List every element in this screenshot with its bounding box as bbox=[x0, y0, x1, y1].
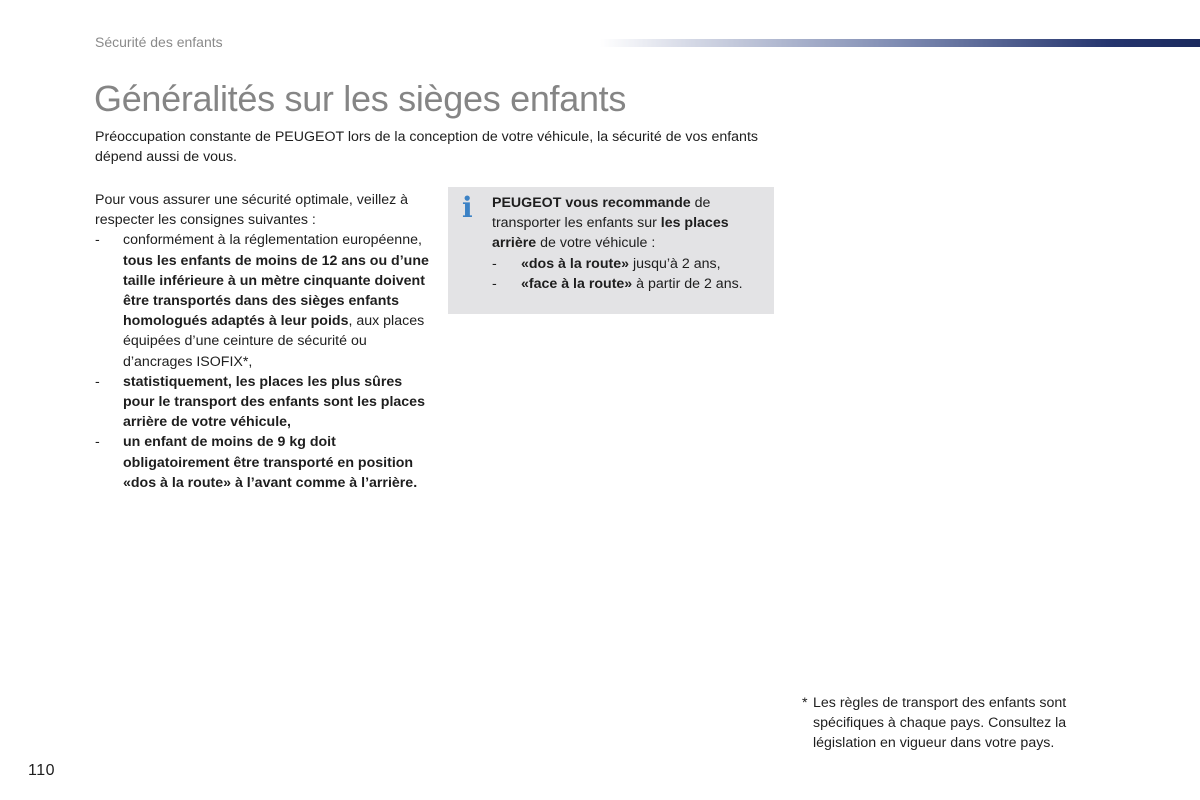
item-text: conformément à la réglementation européenne, bbox=[123, 232, 422, 249]
info-list bbox=[492, 254, 768, 294]
list-dash: - bbox=[95, 373, 100, 390]
footnote-marker: * bbox=[802, 695, 808, 711]
footnote bbox=[802, 693, 1102, 754]
page-title: Généralités sur les sièges enfants bbox=[94, 78, 627, 119]
list-item bbox=[95, 230, 435, 371]
instructions-lead: Pour vous assurer une sécurité optimale, veillez à respecter les consignes suivantes : bbox=[95, 192, 409, 229]
info-lead bbox=[492, 193, 768, 254]
info-box bbox=[448, 187, 774, 314]
item-bold-text: un enfant de moins de 9 kg doit obligatoirement être transporté en position «dos à la route» à l’avant comme à l’arrière. bbox=[123, 434, 418, 491]
item-bold-text: tous les enfants de moins de 12 ans ou d’une taille inférieure à un mètre cinquante doivent être transportés dans des sièges enfants homologués adaptés à leur poids bbox=[123, 252, 429, 330]
list-dash: - bbox=[95, 232, 100, 249]
info-lead-bold: PEUGEOT vous recommande bbox=[492, 195, 691, 211]
list-dash: - bbox=[95, 434, 100, 451]
item-bold-text: «face à la route» bbox=[521, 275, 633, 292]
info-text bbox=[492, 193, 768, 294]
item-text: , aux places équipées d’une ceinture de sécurité ou d’ancrages ISOFIX*, bbox=[123, 313, 425, 370]
info-places-text: de votre véhicule : bbox=[536, 235, 656, 252]
list-dash: - bbox=[492, 255, 497, 272]
list-item bbox=[492, 254, 768, 274]
info-icon: i bbox=[462, 191, 473, 224]
intro-paragraph: Préoccupation constante de PEUGEOT lors de la conception de votre véhicule, la sécurité de vos enfants dépend aussi de vous. bbox=[95, 129, 758, 165]
list-item bbox=[492, 274, 768, 294]
section-label: Sécurité des enfants bbox=[95, 34, 223, 50]
item-bold-text: statistiquement, les places les plus sûres pour le transport des enfants sont les places arrière de votre véhicule, bbox=[123, 373, 425, 431]
safety-instructions bbox=[95, 190, 435, 493]
list-dash: - bbox=[492, 275, 497, 292]
item-text: à partir de 2 ans. bbox=[632, 275, 743, 292]
list-item bbox=[95, 372, 435, 433]
list-item bbox=[95, 432, 435, 493]
info-lead-text: de transporter les enfants sur bbox=[492, 195, 711, 232]
instructions-list bbox=[95, 230, 435, 493]
info-places-bold: les places arrière bbox=[492, 215, 729, 252]
footnote-text: Les règles de transport des enfants sont spécifiques à chaque pays. Consultez la législation en vigueur dans votre pays. bbox=[813, 695, 1067, 752]
item-bold-text: «dos à la route» bbox=[521, 255, 630, 272]
header-bar bbox=[600, 39, 1200, 47]
page-number: 110 bbox=[28, 762, 56, 779]
item-text: jusqu’à 2 ans, bbox=[629, 255, 721, 272]
